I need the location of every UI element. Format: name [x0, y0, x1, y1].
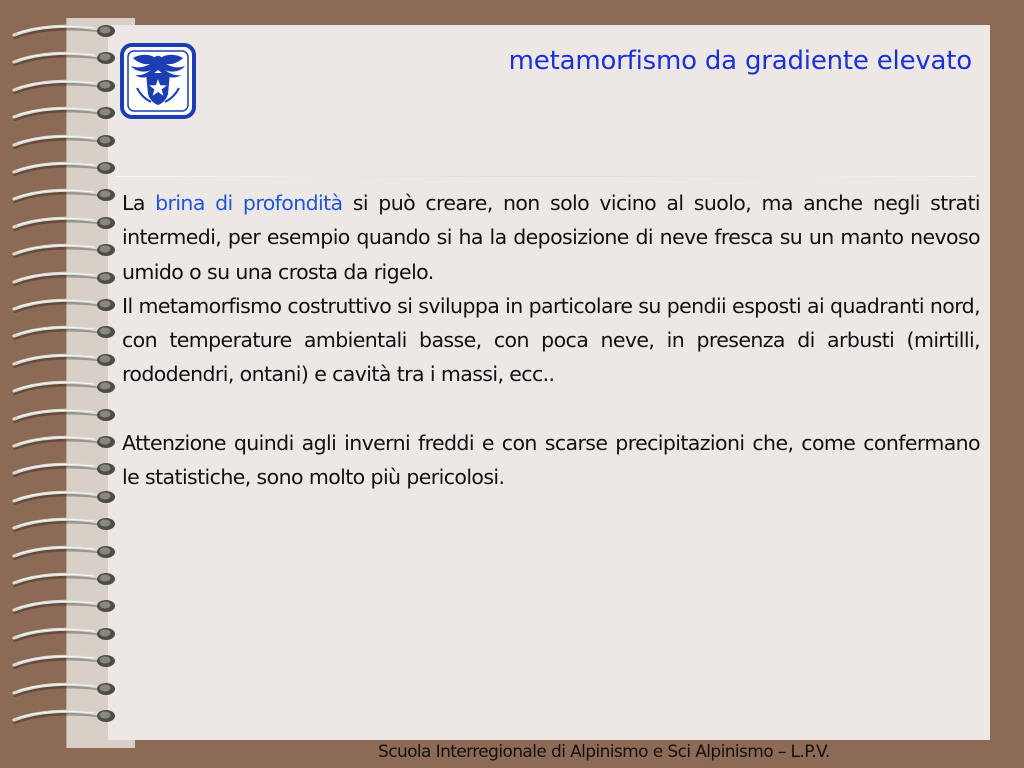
slide-title: metamorfismo da gradiente elevato	[508, 46, 972, 76]
paragraph-start: La	[122, 191, 156, 215]
spiral-ring-icon	[10, 267, 120, 291]
spiral-ring-icon	[10, 650, 120, 674]
title-divider	[115, 176, 977, 177]
spiral-ring-icon	[10, 678, 120, 702]
paragraph-spacer	[122, 392, 980, 426]
spiral-ring-icon	[10, 513, 120, 537]
spiral-ring-icon	[10, 568, 120, 592]
paragraph-attenzione: Attenzione quindi agli inverni freddi e con scarse precipitazioni che, come confermano le statistiche, sono molto più pericolosi.	[122, 430, 980, 490]
spiral-ring-icon	[10, 541, 120, 565]
spiral-ring-icon	[10, 102, 120, 126]
spiral-ring-icon	[10, 20, 120, 44]
spiral-ring-icon	[10, 458, 120, 482]
spiral-ring-icon	[10, 184, 120, 208]
spiral-binding	[10, 20, 120, 740]
slide-footer: Scuola Interregionale di Alpinismo e Sci Alpinismo – L.P.V.	[378, 742, 830, 762]
spiral-ring-icon	[10, 130, 120, 154]
paragraph-continuation: si può creare, non solo vicino al suolo, ma anche negli strati intermedi, per esempio quando si ha la deposizione di neve fresca su un manto nevoso umido o su una crosta da rigelo.	[122, 191, 980, 284]
spiral-ring-icon	[10, 157, 120, 181]
cai-logo-icon	[120, 43, 196, 119]
spiral-ring-icon	[10, 376, 120, 400]
spiral-ring-icon	[10, 595, 120, 619]
spiral-ring-icon	[10, 431, 120, 455]
spiral-ring-icon	[10, 47, 120, 71]
spiral-ring-icon	[10, 239, 120, 263]
spiral-ring-icon	[10, 212, 120, 236]
paragraph-metamorfismo: Il metamorfismo costruttivo si sviluppa in particolare su pendii esposti ai quadranti nord, con temperature ambientali basse, con poca neve, in presenza di arbusti (mirtilli, rododendri, ontani) e cavità tra i massi, ecc..	[122, 293, 980, 387]
spiral-ring-icon	[10, 486, 120, 510]
spiral-ring-icon	[10, 75, 120, 99]
spiral-ring-icon	[10, 294, 120, 318]
paragraph-brina	[122, 186, 980, 289]
highlight-term: brina di profondità	[155, 191, 343, 215]
spiral-ring-icon	[10, 404, 120, 428]
spiral-ring-icon	[10, 321, 120, 345]
spiral-ring-icon	[10, 349, 120, 373]
spiral-ring-icon	[10, 623, 120, 647]
slide-body	[122, 186, 980, 494]
spiral-ring-icon	[10, 705, 120, 729]
